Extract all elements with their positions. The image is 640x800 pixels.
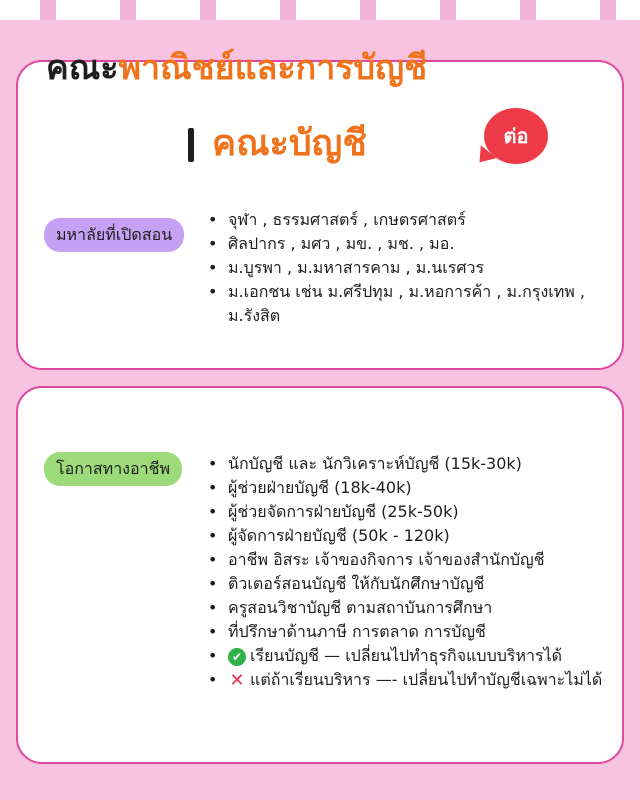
bubble-text: ต่อ bbox=[503, 124, 529, 148]
check-circle-icon: ✔ bbox=[228, 648, 246, 666]
universities-list bbox=[206, 208, 606, 328]
universities-tag-label: มหาลัยที่เปิดสอน bbox=[56, 224, 173, 244]
title-orange-part: พาณิชย์และการบัญชี bbox=[118, 48, 428, 88]
list-item: • ผู้ช่วยฝ่ายบัญชี (18k-40k) bbox=[206, 476, 606, 500]
page-title-line1 bbox=[46, 40, 606, 94]
check-item-text: เรียนบัญชี — เปลี่ยนไปทำธุรกิจแบบบริหารได้ bbox=[250, 646, 563, 665]
list-item-check bbox=[206, 644, 606, 668]
list-item: • จุฬา , ธรรมศาสตร์ , เกษตรศาสตร์ bbox=[206, 208, 606, 232]
list-item: • ติวเตอร์สอนบัญชี ให้กับนักศึกษาบัญชี bbox=[206, 572, 606, 596]
universities-tag bbox=[44, 218, 184, 252]
cross-icon: ✕ bbox=[229, 669, 245, 691]
careers-list bbox=[206, 452, 606, 692]
careers-tag bbox=[44, 452, 182, 486]
careers-tag-label: โอกาสทางอาชีพ bbox=[56, 458, 170, 478]
title-divider-bar bbox=[188, 128, 194, 162]
list-item: • ม.บูรพา , ม.มหาสารคาม , ม.นเรศวร bbox=[206, 256, 606, 280]
list-item: • ที่ปรึกษาด้านภาษี การตลาด การบัญชี bbox=[206, 620, 606, 644]
cross-item-text: แต่ถ้าเรียนบริหาร —- เปลี่ยนไปทำบัญชีเฉพาะไม่ได้ bbox=[250, 670, 603, 689]
title-black-part: คณะ bbox=[46, 48, 119, 88]
top-decor-bar bbox=[0, 0, 640, 20]
title-subtitle: คณะบัญชี bbox=[212, 123, 367, 164]
list-item: • นักบัญชี และ นักวิเคราะห์บัญชี (15k-30k) bbox=[206, 452, 606, 476]
list-item: • อาชีพ อิสระ เจ้าของกิจการ เจ้าของสำนักบัญชี bbox=[206, 548, 606, 572]
list-item: • ผู้ช่วยจัดการฝ่ายบัญชี (25k-50k) bbox=[206, 500, 606, 524]
list-item: • ศิลปากร , มศว , มข. , มช. , มอ. bbox=[206, 232, 606, 256]
list-item-cross bbox=[206, 668, 606, 692]
page-title-line2 bbox=[188, 114, 367, 171]
list-item: • ครูสอนวิชาบัญชี ตามสถาบันการศึกษา bbox=[206, 596, 606, 620]
speech-bubble-badge bbox=[484, 108, 548, 164]
list-item: • ผู้จัดการฝ่ายบัญชี (50k - 120k) bbox=[206, 524, 606, 548]
list-item: • ม.เอกชน เช่น ม.ศรีปทุม , ม.หอการค้า , ม.กรุงเทพ , ม.รังสิต bbox=[206, 280, 606, 328]
